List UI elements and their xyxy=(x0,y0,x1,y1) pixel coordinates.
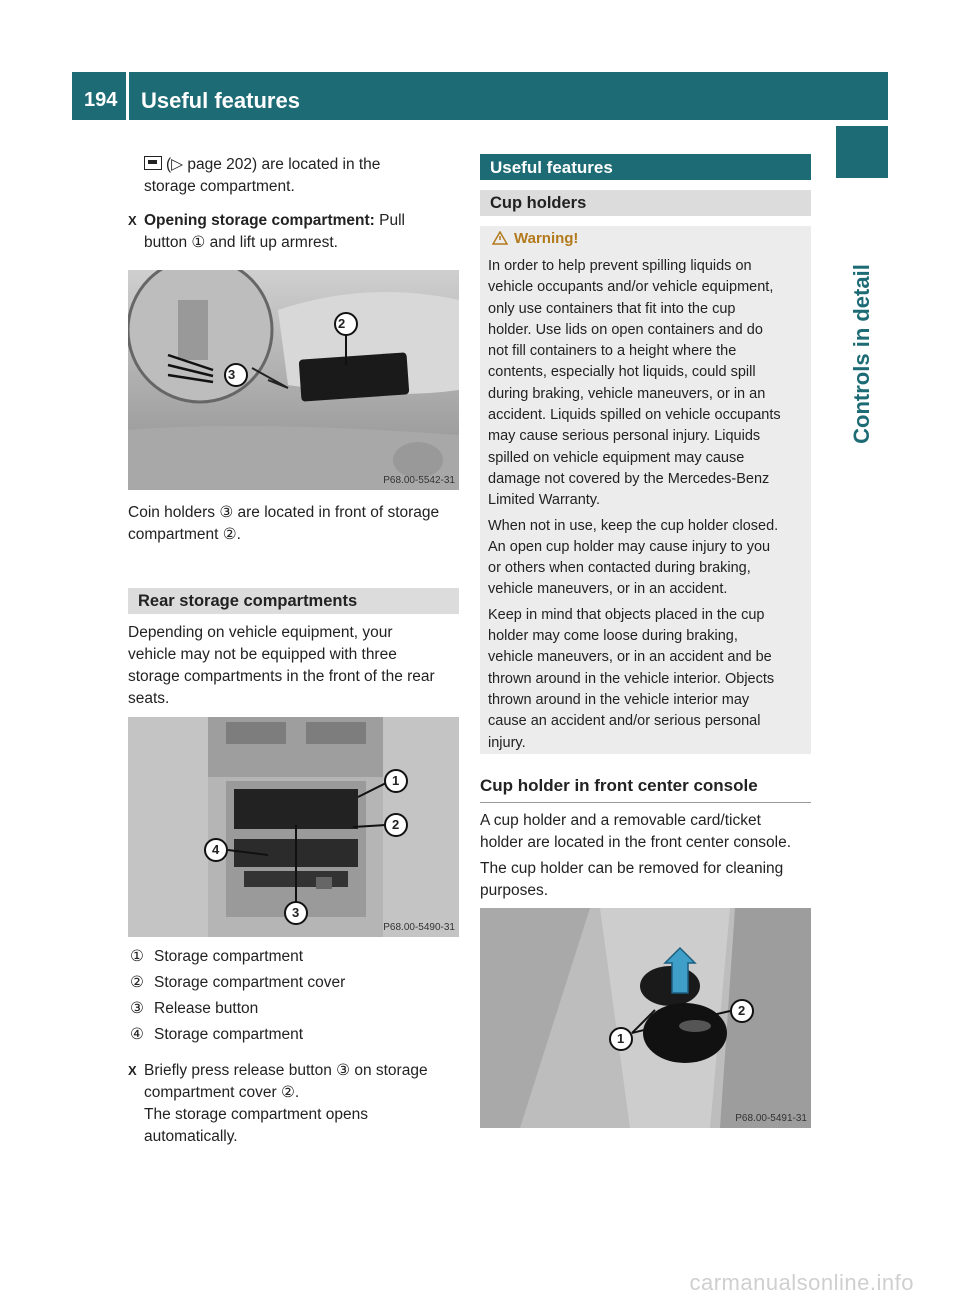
cup-holders-heading: Cup holders xyxy=(480,190,811,216)
callout-2: 2 xyxy=(392,817,400,832)
callout-3: 3 xyxy=(228,367,236,382)
side-tab xyxy=(836,186,888,522)
callout-2: 2 xyxy=(338,316,346,331)
photo-code: P68.00-5491-31 xyxy=(735,1113,807,1124)
step-release-button: X Briefly press release button ③ on storage compartment cover ②. The storage compartment opens automatically. xyxy=(128,1060,463,1148)
photo-cup-holder xyxy=(480,908,811,1128)
cup-holder-console-heading: Cup holder in front center console xyxy=(480,776,811,803)
legend-item: ③ Release button xyxy=(130,1000,259,1017)
photo-armrest-storage xyxy=(128,270,459,490)
side-tab-marker xyxy=(836,126,888,178)
warning-header: Warning! xyxy=(488,230,803,256)
callout-1: 1 xyxy=(617,1031,625,1046)
watermark: carmanualsonline.info xyxy=(689,1270,914,1295)
warning-text: In order to help prevent spilling liquids on vehicle occupants and/or vehicle equipment, only use containers that fit into the cup holder. Use lids on open containers and do not fill containers to a height where the contents, especially hot liquids, could spill during braking, vehicle maneuvers, or in an accident. Liquids spilled on vehicle occupants may cause serious personal injury. Liquids spilled on vehicle equipment may cause damage not covered by the Mercedes-Benz Limited Warranty. When not in use, keep the cup holder closed. An open cup holder may cause injury to you or others when contacted during braking, vehicle maneuvers, or in an accident. Keep in mind that objects placed in the cup holder may come loose during braking, vehicle maneuvers, or in an accident and be thrown around in the vehicle interior. Objects thrown around in the vehicle interior may cause an accident and/or serious personal injury. xyxy=(488,258,781,751)
legend-item: ② Storage compartment cover xyxy=(130,974,346,991)
cup-holder-text: A cup holder and a removable card/ticket holder are located in the front center console. The cup holder can be removed for cleaning purposes. xyxy=(480,812,792,899)
ashtray-icon xyxy=(144,156,162,170)
photo-rear-storage xyxy=(128,717,459,937)
section-heading: Useful features xyxy=(480,154,811,180)
callout-3: 3 xyxy=(292,905,300,920)
warning-triangle-icon xyxy=(492,231,508,245)
warning-box xyxy=(480,226,811,754)
step-open-storage: X Opening storage compartment: Pull button ① and lift up armrest. xyxy=(128,210,463,254)
legend-list xyxy=(130,946,465,1050)
coin-holders-text: Coin holders ③ are located in front of storage compartment ②. xyxy=(128,504,440,543)
page-number: 194 xyxy=(72,72,126,120)
photo-code: P68.00-5490-31 xyxy=(383,922,455,933)
callout-2: 2 xyxy=(738,1003,746,1018)
rear-console-illustration xyxy=(128,717,459,937)
callout-4: 4 xyxy=(212,842,220,857)
side-tab-label: Controls in detail xyxy=(849,264,874,444)
photo-code: P68.00-5542-31 xyxy=(383,475,455,486)
callout-1: 1 xyxy=(392,773,400,788)
cup-holder-illustration xyxy=(480,908,811,1128)
rear-storage-heading: Rear storage compartments xyxy=(128,588,459,614)
rear-storage-text: Depending on vehicle equipment, your vehicle may not be equipped with three storage compartments in the front of the rear seats. xyxy=(128,624,435,707)
legend-item: ④ Storage compartment xyxy=(130,1026,304,1043)
intro-text: (▷ page 202) are located in the storage compartment. xyxy=(144,156,381,195)
legend-item: ① Storage compartment xyxy=(130,948,304,965)
armrest-illustration xyxy=(128,270,459,490)
page-header-title: Useful features xyxy=(129,72,888,120)
